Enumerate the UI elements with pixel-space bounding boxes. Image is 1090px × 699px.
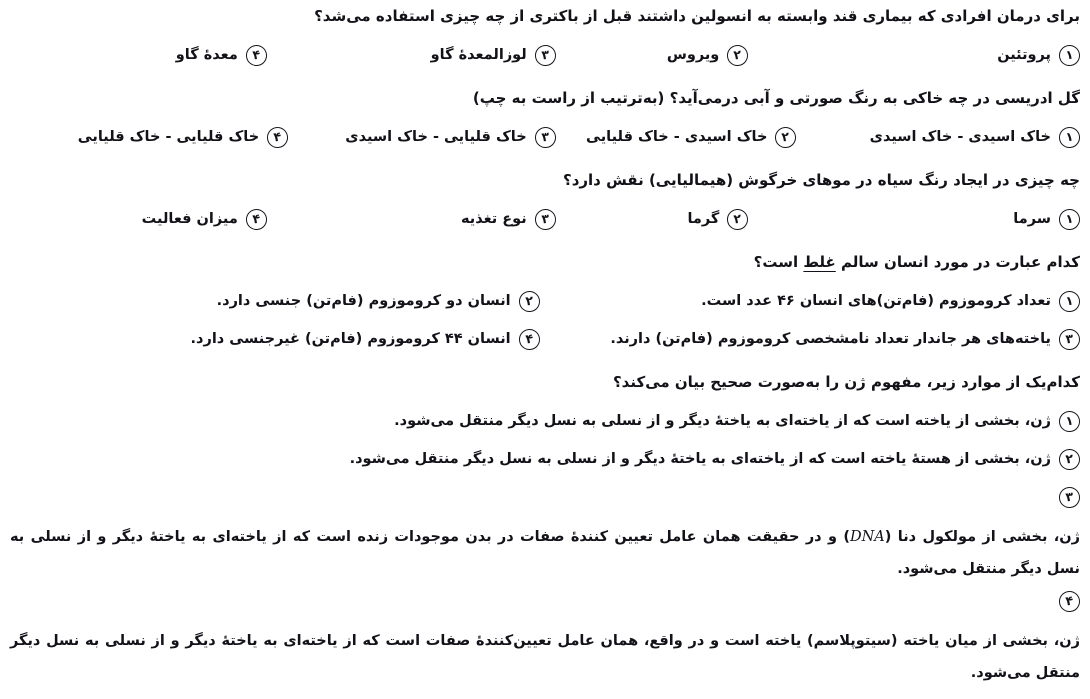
question-stem: کدام‌یک از موارد زیر، مفهوم ژن را به‌صورت صحیح بیان می‌کند؟ [612,373,1080,391]
option-2[interactable] [10,291,540,312]
option-number-badge: ۲ [774,126,798,150]
stem-text: کدام عبارت در مورد انسان سالم [835,253,1080,271]
question-4 [10,252,1080,350]
option-number-badge: ۳ [1058,328,1082,352]
option-label: یاخته‌های هر جاندار تعداد نامشخصی کروموزوم (فام‌تن) دارند. [610,331,1051,347]
option-3[interactable] [540,329,1080,350]
option-number-badge: ۲ [517,290,541,314]
question-3 [10,170,1080,230]
stem-underlined-word: غلط [803,253,836,271]
option-4[interactable] [10,127,288,148]
option-number-badge: ۴ [266,126,290,150]
option-3[interactable] [288,127,556,148]
option-label: خاک قلیایی - خاک اسیدی [345,129,527,145]
option-3[interactable] [10,487,1080,508]
option-number-badge: ۱ [1058,208,1082,232]
option-1[interactable] [540,291,1080,312]
option-4[interactable] [10,329,540,350]
option-number-badge: ۱ [1058,44,1082,68]
option-label: میزان فعالیت [141,211,238,227]
options-row [10,45,1080,66]
stem-text: است؟ [753,253,804,271]
option-number-badge: ۲ [726,44,750,68]
dna-latin-text: DNA [849,529,885,545]
option-label: خاک قلیایی - خاک قلیایی [77,129,260,145]
option-number-badge: ۴ [1058,590,1082,614]
option-2[interactable] [10,449,1080,470]
option-label: ) و در حقیقت همان عامل تعیین کنندهٔ صفات در بدن موجودات زنده است که از یاخته‌ای به یاختهٔ دیگر و از نسلی به نسل دیگر منتقل می‌شود. [10,529,1080,577]
option-number-badge: ۲ [1058,448,1082,472]
option-1[interactable] [748,45,1080,66]
option-label: ژن، بخشی از مولکول دنا ( [884,529,1081,545]
option-4[interactable] [10,209,267,230]
option-label: خاک اسیدی - خاک اسیدی [869,129,1051,145]
options-row [10,127,1080,148]
option-4[interactable] [10,45,267,66]
question-5 [10,372,1080,689]
question-2 [10,88,1080,148]
option-number-badge: ۳ [533,44,557,68]
option-2[interactable] [556,209,749,230]
option-number-badge: ۴ [244,44,268,68]
option-number-badge: ۲ [726,208,750,232]
option-1[interactable] [748,209,1080,230]
option-label: سرما [1013,211,1051,227]
question-1 [10,6,1080,66]
option-2[interactable] [556,127,797,148]
option-1[interactable] [796,127,1080,148]
option-number-badge: ۴ [517,328,541,352]
option-number-badge: ۳ [533,208,557,232]
option-1[interactable] [10,411,1080,432]
option-label: گرما [687,211,720,227]
option-4-text: ژن، بخشی از میان یاخته (سیتوپلاسم) یاخته است و در واقع، همان عامل تعیین‌کنندهٔ صفات است که از یاخته‌ای به یاختهٔ دیگر و از نسلی به نسل دیگر منتقل می‌شود. [10,633,1080,681]
option-label: لوزالمعدهٔ گاو [430,47,527,63]
option-label: ویروس [666,47,720,63]
option-number-badge: ۱ [1058,290,1082,314]
option-label: انسان ۴۴ کروموزوم (فام‌تن) غیرجنسی دارد. [190,331,511,347]
question-stem: گل ادریسی در چه خاکی به رنگ صورتی و آبی درمی‌آید؟ (به‌ترتیب از راست به چپ) [472,89,1080,107]
option-number-badge: ۱ [1058,410,1082,434]
option-number-badge: ۳ [1058,486,1082,510]
option-number-badge: ۴ [244,208,268,232]
options-grid [10,291,1080,350]
question-stem: برای درمان افرادی که بیماری قند وابسته به انسولین داشتند قبل از باکتری از چه چیزی استفاده می‌شد؟ [314,7,1080,25]
option-label: نوع تغذیه [460,211,527,227]
option-label: معدهٔ گاو [175,47,238,63]
question-stem: چه چیزی در ایجاد رنگ سیاه در موهای خرگوش (هیمالیایی) نقش دارد؟ [563,171,1080,189]
option-label: پروتئین [997,47,1051,63]
option-number-badge: ۱ [1058,126,1082,150]
option-2[interactable] [556,45,749,66]
option-label: انسان دو کروموزوم (فام‌تن) جنسی دارد. [216,293,511,309]
question-stem [10,252,1080,273]
option-label: خاک اسیدی - خاک قلیایی [586,129,768,145]
option-3[interactable] [267,209,556,230]
option-4[interactable] [10,591,1080,612]
option-label: ژن، بخشی از هستهٔ یاخته است که از یاخته‌ای به یاختهٔ دیگر و از نسلی به نسل دیگر منتقل می‌شود. [349,451,1051,467]
option-3[interactable] [267,45,556,66]
option-label: ژن، بخشی از یاخته است که از یاخته‌ای به یاختهٔ دیگر و از نسلی به نسل دیگر منتقل می‌شود. [394,413,1051,429]
options-row [10,209,1080,230]
option-number-badge: ۳ [533,126,557,150]
option-label: تعداد کروموزوم (فام‌تن)های انسان ۴۶ عدد است. [701,293,1051,309]
option-3-text [10,521,1080,585]
